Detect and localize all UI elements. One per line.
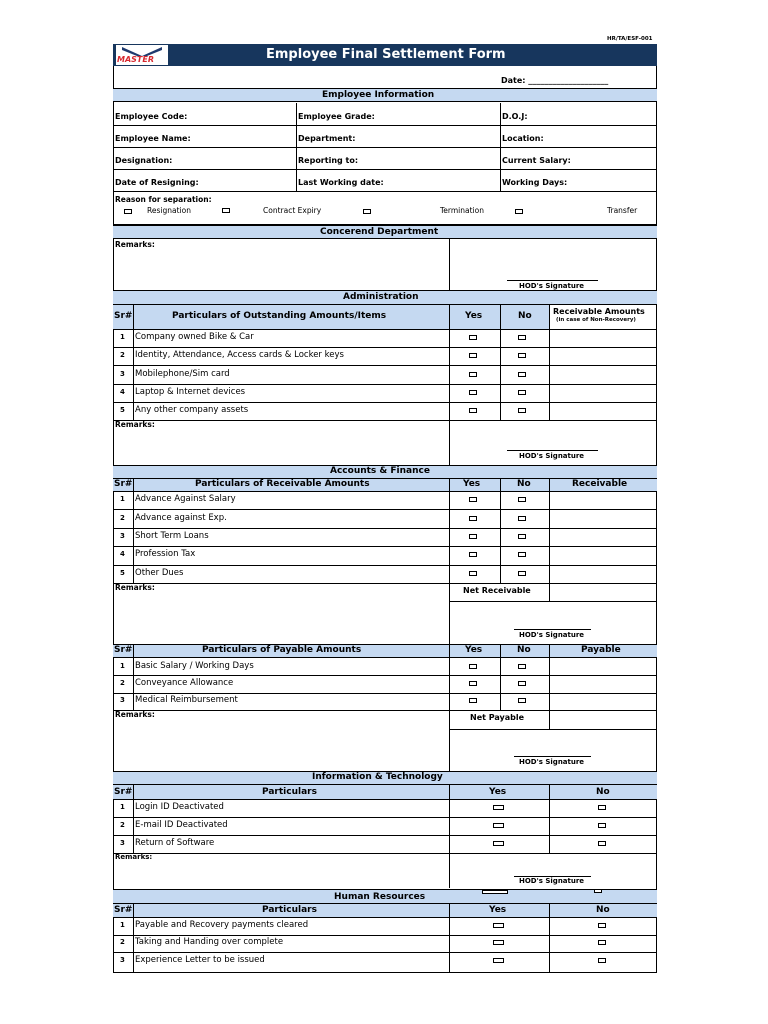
employee-info-heading: Employee Information xyxy=(322,90,435,100)
company-logo xyxy=(116,45,168,65)
accounts-hod-signature: HOD's Signature xyxy=(519,631,585,639)
form-bottom-border xyxy=(113,972,657,973)
it-remarks-label: Remarks: xyxy=(115,853,153,861)
concerned-hod-signature: HOD's Signature xyxy=(519,282,585,290)
hr-no-checkbox[interactable] xyxy=(598,923,606,928)
payable-row-sr: 1 xyxy=(120,661,125,670)
hr-yes-checkbox[interactable] xyxy=(493,940,504,945)
hr-header-row xyxy=(113,904,657,917)
admin-row-label: Mobilephone/Sim card xyxy=(135,368,230,379)
termination-label: Termination xyxy=(440,206,484,215)
it-col-yes: Yes xyxy=(489,787,507,797)
page-title: Employee Final Settlement Form xyxy=(266,47,506,62)
current-salary-label: Current Salary: xyxy=(502,156,571,165)
accounts-no-checkbox[interactable] xyxy=(518,552,526,557)
accounts-col-no: No xyxy=(517,479,531,489)
accounts-yes-checkbox[interactable] xyxy=(469,516,477,521)
admin-yes-checkbox[interactable] xyxy=(469,372,477,377)
hr-no-checkbox[interactable] xyxy=(598,958,606,963)
admin-no-checkbox[interactable] xyxy=(518,390,526,395)
department-label: Department: xyxy=(298,134,356,143)
hr-col-no: No xyxy=(596,905,610,915)
admin-yes-checkbox[interactable] xyxy=(469,353,477,358)
admin-row-sr: 5 xyxy=(120,405,125,414)
payable-yes-checkbox[interactable] xyxy=(469,698,477,703)
net-payable-label: Net Payable xyxy=(470,713,525,722)
accounts-col-amount: Receivable xyxy=(572,479,628,489)
net-receivable-label: Net Receivable xyxy=(463,586,531,595)
hr-row-label: Experience Letter to be issued xyxy=(135,954,265,965)
payable-row-label: Conveyance Allowance xyxy=(135,677,234,688)
payable-col-no: No xyxy=(517,645,531,655)
accounts-row-sr: 4 xyxy=(120,550,125,559)
accounts-yes-checkbox[interactable] xyxy=(469,497,477,502)
accounts-heading: Accounts & Finance xyxy=(330,466,430,476)
accounts-no-checkbox[interactable] xyxy=(518,516,526,521)
payable-hod-signature: HOD's Signature xyxy=(519,758,585,766)
accounts-row-label: Advance Against Salary xyxy=(135,494,236,505)
hr-heading: Human Resources xyxy=(334,892,426,902)
payable-no-checkbox[interactable] xyxy=(518,698,526,703)
date-field[interactable]: Date: ____________________ xyxy=(501,76,609,85)
payable-row-sr: 2 xyxy=(120,678,125,687)
admin-row-label: Any other company assets xyxy=(135,404,249,415)
hr-yes-checkbox[interactable] xyxy=(493,923,504,928)
it-col-particulars: Particulars xyxy=(262,787,317,797)
accounts-no-checkbox[interactable] xyxy=(518,534,526,539)
employee-code-label: Employee Code: xyxy=(115,112,188,121)
form-right-border xyxy=(656,66,657,973)
admin-row-sr: 4 xyxy=(120,387,125,396)
admin-row-sr: 1 xyxy=(120,333,125,342)
it-no-checkbox[interactable] xyxy=(598,805,606,810)
it-yes-checkbox[interactable] xyxy=(493,805,504,810)
employee-grade-label: Employee Grade: xyxy=(298,112,375,121)
admin-no-checkbox[interactable] xyxy=(518,408,526,413)
reason-label: Reason for separation: xyxy=(115,195,212,204)
accounts-row-label: Profession Tax xyxy=(135,549,196,560)
accounts-yes-checkbox[interactable] xyxy=(469,552,477,557)
transfer-checkbox[interactable] xyxy=(515,209,523,214)
payable-row-sr: 3 xyxy=(120,696,125,705)
admin-no-checkbox[interactable] xyxy=(518,353,526,358)
it-hod-signature: HOD's Signature xyxy=(519,877,585,885)
it-col-no: No xyxy=(596,787,610,797)
last-working-date-label: Last Working date: xyxy=(298,178,384,187)
document-code: HR/TA/ESF-001 xyxy=(607,36,653,42)
hr-row-sr: 3 xyxy=(120,955,125,964)
admin-row-label: Company owned Bike & Car xyxy=(135,332,254,343)
concerned-heading: Concerend Department xyxy=(320,227,439,237)
accounts-yes-checkbox[interactable] xyxy=(469,534,477,539)
hr-col-particulars: Particulars xyxy=(262,905,317,915)
employee-name-label: Employee Name: xyxy=(115,134,191,143)
admin-yes-checkbox[interactable] xyxy=(469,390,477,395)
hr-row-sr: 1 xyxy=(120,920,125,929)
admin-no-checkbox[interactable] xyxy=(518,335,526,340)
admin-yes-checkbox[interactable] xyxy=(469,408,477,413)
hr-row-label: Payable and Recovery payments cleared xyxy=(135,919,309,930)
admin-col-yes: Yes xyxy=(465,311,483,321)
accounts-remarks-label: Remarks: xyxy=(115,583,155,592)
it-row-sr: 2 xyxy=(120,821,125,829)
accounts-row-sr: 1 xyxy=(120,495,125,504)
accounts-col-yes: Yes xyxy=(463,479,481,489)
hr-yes-checkbox[interactable] xyxy=(493,958,504,963)
it-row-label: Return of Software xyxy=(135,838,215,848)
payable-header-row xyxy=(113,644,657,658)
admin-row-sr: 2 xyxy=(120,351,125,360)
termination-checkbox[interactable] xyxy=(363,209,371,214)
accounts-yes-checkbox[interactable] xyxy=(469,571,477,576)
contract-expiry-checkbox[interactable] xyxy=(222,208,230,213)
form-left-border xyxy=(113,66,114,973)
payable-yes-checkbox[interactable] xyxy=(469,664,477,669)
admin-col-no: No xyxy=(518,311,532,321)
hr-band-box-left xyxy=(482,890,508,894)
it-no-checkbox[interactable] xyxy=(598,841,606,846)
payable-remarks-label: Remarks: xyxy=(115,710,155,719)
it-col-sr: Sr# xyxy=(114,787,133,797)
payable-no-checkbox[interactable] xyxy=(518,681,526,686)
working-days-label: Working Days: xyxy=(502,178,568,187)
location-label: Location: xyxy=(502,134,544,143)
it-row-sr: 1 xyxy=(120,803,125,811)
admin-yes-checkbox[interactable] xyxy=(469,335,477,340)
payable-no-checkbox[interactable] xyxy=(518,664,526,669)
accounts-col-sr: Sr# xyxy=(114,479,133,489)
it-row-sr: 3 xyxy=(120,839,125,847)
payable-col-yes: Yes xyxy=(465,645,483,655)
admin-col-amount: Receivable Amounts xyxy=(553,307,645,316)
reporting-to-label: Reporting to: xyxy=(298,156,359,165)
doj-label: D.O.J: xyxy=(502,112,528,121)
payable-row-label: Medical Reimbursement xyxy=(135,695,238,706)
it-no-checkbox[interactable] xyxy=(598,823,606,828)
hr-col-sr: Sr# xyxy=(114,905,133,915)
admin-hod-signature: HOD's Signature xyxy=(519,452,585,460)
payable-col-particulars: Particulars of Payable Amounts xyxy=(202,645,362,655)
it-row-label: Login ID Deactivated xyxy=(135,802,224,812)
admin-col-sr: Sr# xyxy=(114,311,133,321)
admin-row-sr: 3 xyxy=(120,369,125,378)
date-of-resigning-label: Date of Resigning: xyxy=(115,178,199,187)
admin-col-amount-note: (in case of Non-Recovery) xyxy=(556,317,636,323)
payable-col-amount: Payable xyxy=(581,645,621,655)
accounts-row-label: Advance against Exp. xyxy=(135,512,227,523)
resignation-checkbox[interactable] xyxy=(124,209,132,214)
admin-no-checkbox[interactable] xyxy=(518,372,526,377)
admin-col-particulars: Particulars of Outstanding Amounts/Items xyxy=(172,311,387,321)
transfer-label: Transfer xyxy=(607,206,638,215)
contract-expiry-label: Contract Expiry xyxy=(263,206,322,215)
it-yes-checkbox[interactable] xyxy=(493,823,504,828)
administration-heading: Administration xyxy=(343,292,419,302)
accounts-no-checkbox[interactable] xyxy=(518,497,526,502)
payable-row-label: Basic Salary / Working Days xyxy=(135,660,254,671)
logo-text: MASTER xyxy=(117,55,154,64)
admin-row-label: Laptop & Internet devices xyxy=(135,386,246,397)
it-row-label: E-mail ID Deactivated xyxy=(135,820,228,830)
accounts-row-sr: 5 xyxy=(120,568,125,577)
it-yes-checkbox[interactable] xyxy=(493,841,504,846)
admin-row-label: Identity, Attendance, Access cards & Locker keys xyxy=(135,350,344,361)
payable-col-sr: Sr# xyxy=(114,645,133,655)
accounts-row-sr: 2 xyxy=(120,513,125,522)
accounts-row-label: Other Dues xyxy=(135,567,184,578)
resignation-label: Resignation xyxy=(147,206,191,215)
hr-row-label: Taking and Handing over complete xyxy=(135,937,284,948)
it-heading: Information & Technology xyxy=(312,772,443,782)
admin-remarks-label: Remarks: xyxy=(115,420,155,429)
designation-label: Designation: xyxy=(115,156,173,165)
accounts-row-label: Short Term Loans xyxy=(135,531,209,541)
it-header-row xyxy=(113,785,657,799)
hr-band-box-right xyxy=(594,889,602,893)
hr-row-sr: 2 xyxy=(120,938,125,947)
payable-yes-checkbox[interactable] xyxy=(469,681,477,686)
concerned-remarks-label: Remarks: xyxy=(115,240,155,249)
accounts-row-sr: 3 xyxy=(120,532,125,540)
accounts-no-checkbox[interactable] xyxy=(518,571,526,576)
accounts-col-particulars: Particulars of Receivable Amounts xyxy=(195,479,370,489)
hr-no-checkbox[interactable] xyxy=(598,940,606,945)
hr-col-yes: Yes xyxy=(489,905,507,915)
